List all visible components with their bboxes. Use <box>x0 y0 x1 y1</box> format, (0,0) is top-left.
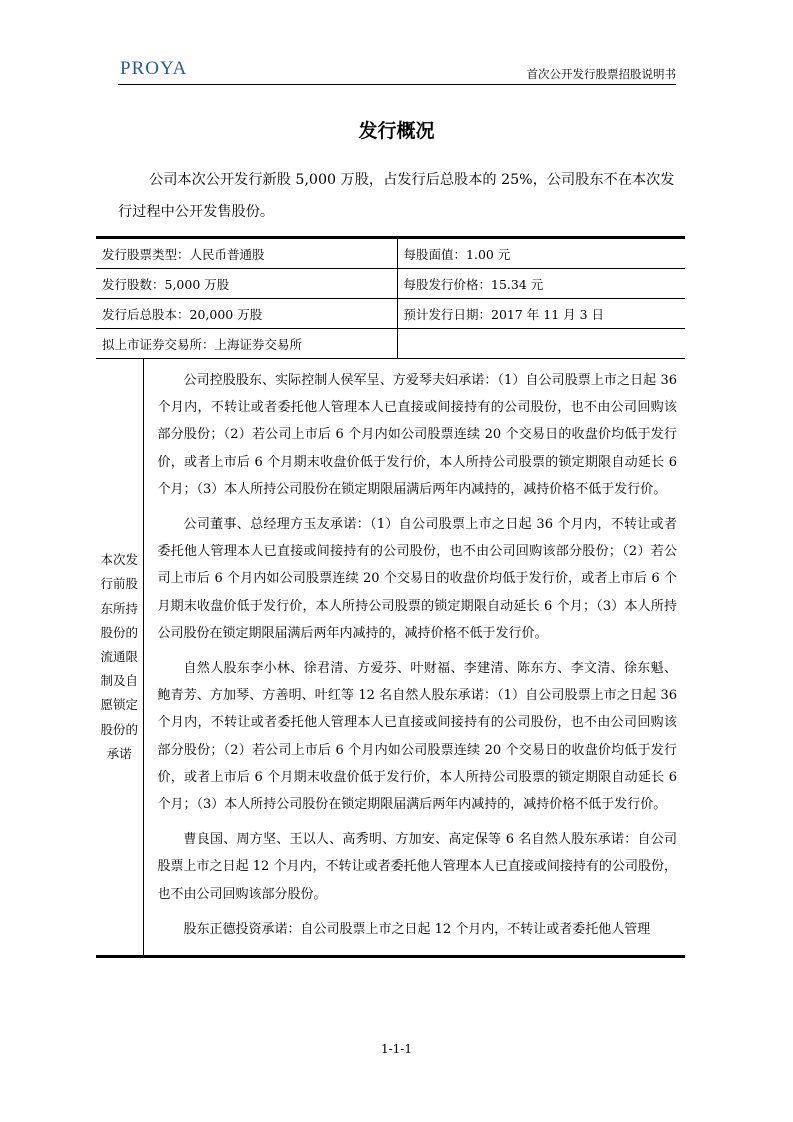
table-row <box>96 238 685 269</box>
page-header <box>118 58 676 84</box>
table-cell: 每股发行价格：15.34 元 <box>397 269 685 299</box>
table-cell: 每股面值：1.00 元 <box>397 238 685 269</box>
commitment-paragraph: 公司控股股东、实际控制人侯军呈、方爱琴夫妇承诺：（1）自公司股票上市之日起 36 个月内，不转让或者委托他人管理本人已直接或间接持有的公司股份，也不由公司回购该部分股份；（2）若公司上市后 6 个月内如公司股票连续 20 个交易日的收盘价均低于发行价，或者上市后 6 个月期末收盘价低于发行价，本人所持公司股票的锁定期限自动延长 6 个月；（3）本人所持公司股份在锁定期限届满后两年内减持的，减持价格不低于发行价。 <box>157 373 678 497</box>
commitment-paragraph: 曹良国、周方坚、王以人、高秀明、方加安、高定保等 6 名自然人股东承诺：自公司股票上市之日起 12 个月内，不转让或者委托他人管理本人已直接或间接持有的公司股份，也不由公司回购该部分股份。 <box>157 832 678 902</box>
table-row <box>96 269 685 299</box>
document-title: 首次公开发行股票招股说明书 <box>526 67 676 81</box>
offering-table <box>96 236 685 958</box>
commitment-paragraph: 股东正德投资承诺：自公司股票上市之日起 12 个月内，不转让或者委托他人管理 <box>183 921 651 937</box>
table-row <box>96 299 685 329</box>
table-cell <box>397 329 685 359</box>
header-rule <box>118 84 676 85</box>
table-cell: 发行股票类型：人民币普通股 <box>96 238 397 269</box>
proya-logo: PROYA <box>120 58 188 79</box>
page-number: 1-1-1 <box>380 1042 412 1056</box>
section-heading: 发行概况 <box>358 120 435 142</box>
commitment-paragraph: 自然人股东李小林、徐君清、方爱芬、叶财福、李建清、陈东方、李文清、徐东魁、鲍青芳、方加琴、方善明、叶红等 12 名自然人股东承诺：（1）自公司股票上市之日起 36 个月内，不转让或者委托他人管理本人已直接或间接持有的公司股份，也不由公司回购该部分股份；（2）若公司上市后 6 个月内如公司股票连续 20 个交易日的收盘价均低于发行价，或者上市后 6 个月期末收盘价低于发行价，本人所持公司股票的锁定期限自动延长 6 个月；（3）本人所持公司股份在锁定期限届满后两年内减持的，减持价格不低于发行价。 <box>157 661 678 813</box>
lockup-label: 本次发行前股东所持股份的流通限制及自愿锁定股份的承诺 <box>96 359 143 957</box>
table-cell: 发行后总股本：20,000 万股 <box>96 299 397 329</box>
table-cell: 发行股数：5,000 万股 <box>96 269 397 299</box>
lockup-row <box>96 359 685 957</box>
commitment-paragraph: 公司董事、总经理方玉友承诺：（1）自公司股票上市之日起 36 个月内，不转让或者委托他人管理本人已直接或间接持有的公司股份，也不由公司回购该部分股份；（2）若公司上市后 6 个月内如公司股票连续 20 个交易日的收盘价均低于发行价，或者上市后 6 个月期末收盘价低于发行价，本人所持公司股票的锁定期限自动延长 6 个月；（3）本人所持公司股份在锁定期限届满后两年内减持的，减持价格不低于发行价。 <box>157 517 678 641</box>
intro-paragraph: 公司本次公开发行新股 5,000 万股，占发行后总股本的 25%，公司股东不在本次发行过程中公开发售股份。 <box>118 172 675 220</box>
table-cell: 预计发行日期：2017 年 11 月 3 日 <box>397 299 685 329</box>
table-row <box>96 329 685 359</box>
table-cell: 拟上市证券交易所：上海证券交易所 <box>96 329 397 359</box>
lockup-commitments <box>143 359 685 957</box>
